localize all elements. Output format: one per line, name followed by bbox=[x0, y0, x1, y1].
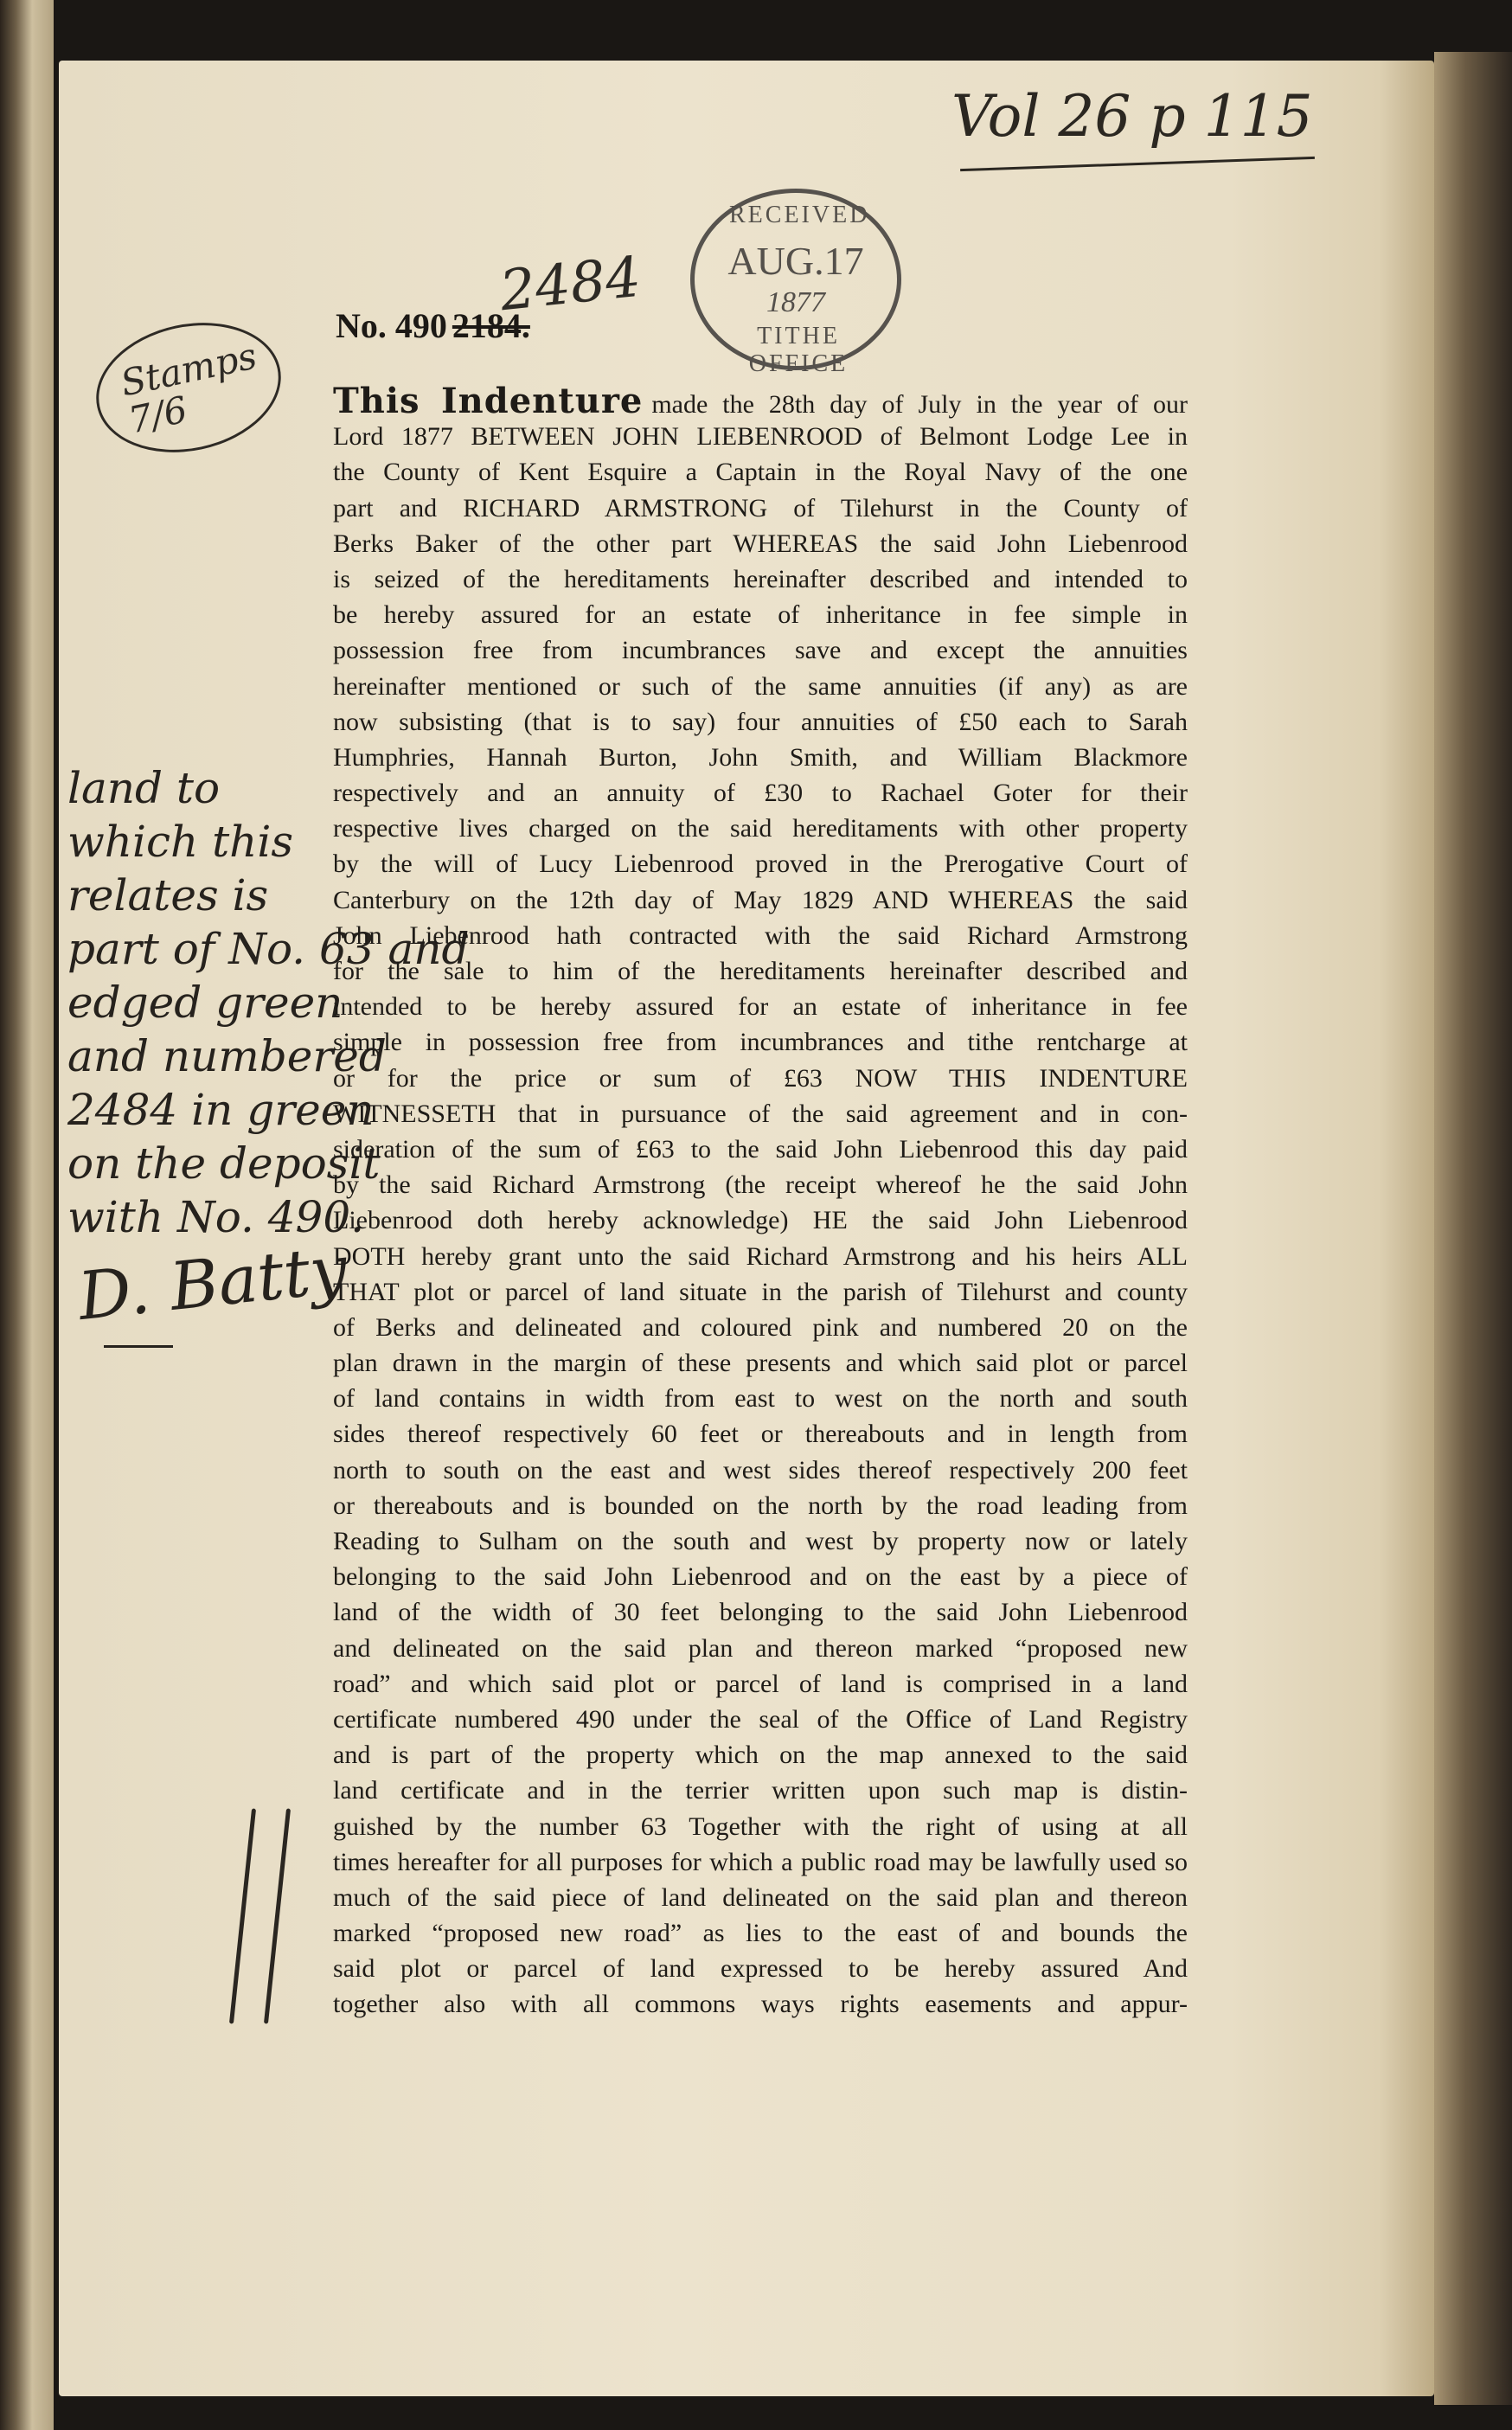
margin-note-line: relates is bbox=[67, 870, 269, 920]
deed-line: respective lives charged on the said hereditaments with other property bbox=[333, 814, 1188, 843]
deed-line: Liebenrood doth hereby acknowledge) HE the said John Liebenrood bbox=[333, 1206, 1188, 1235]
deed-line: simple in possession free from incumbrances and tithe rentcharge at bbox=[333, 1028, 1188, 1057]
deed-line: possession free from incumbrances save and except the annuities bbox=[333, 636, 1188, 665]
stamp-year: 1877 bbox=[766, 286, 825, 318]
deed-line: sideration of the sum of £63 to the said John Liebenrood this day paid bbox=[333, 1134, 1188, 1164]
deed-line: times hereafter for all purposes for which a public road may be lawfully used so bbox=[333, 1847, 1188, 1876]
deed-line: Reading to Sulham on the south and west by property now or lately bbox=[333, 1527, 1188, 1555]
deed-line: north to south on the east and west sides thereof respectively 200 feet bbox=[333, 1455, 1188, 1484]
deed-line: DOTH hereby grant unto the said Richard Armstrong and his heirs ALL bbox=[333, 1241, 1188, 1271]
deed-line: be hereby assured for an estate of inheritance in fee simple in bbox=[333, 600, 1188, 630]
deed-line: respectively and an annuity of £30 to Rachael Goter for their bbox=[333, 779, 1188, 808]
deed-line: belonging to the said John Liebenrood and on the east by a piece of bbox=[333, 1562, 1188, 1592]
deed-line: or for the price or sum of £63 NOW THIS INDENTURE bbox=[333, 1063, 1188, 1093]
handwritten-number: 2484 bbox=[497, 245, 644, 324]
deed-line: or thereabouts and is bounded on the north by the road leading from bbox=[333, 1491, 1188, 1520]
deed-line: together also with all commons ways rights easements and appur- bbox=[333, 1990, 1188, 2019]
deed-line: THAT plot or parcel of land situate in the parish of Tilehurst and county bbox=[333, 1277, 1188, 1306]
deed-line: now subsisting (that is to say) four annuities of £50 each to Sarah bbox=[333, 707, 1188, 736]
deed-text bbox=[333, 383, 1188, 2023]
deed-line: John Liebenrood hath contracted with the said Richard Armstrong bbox=[333, 920, 1188, 950]
deed-line: by the said Richard Armstrong (the receipt whereof he the said John bbox=[333, 1170, 1188, 1200]
deed-line: Humphries, Hannah Burton, John Smith, and William Blackmore bbox=[333, 742, 1188, 772]
number-prefix: No. 490 bbox=[336, 306, 447, 345]
stamp-duty-note: Stamps 7/6 bbox=[117, 334, 260, 442]
deed-line: the County of Kent Esquire a Captain in the Royal Navy of the one bbox=[333, 458, 1188, 487]
document-number bbox=[336, 305, 530, 346]
deed-line: of Berks and delineated and coloured pink and numbered 20 on the bbox=[333, 1312, 1188, 1342]
deed-line: is seized of the hereditaments hereinafter described and intended to bbox=[333, 564, 1188, 593]
stamp-date: AUG.17 bbox=[727, 239, 864, 283]
margin-note-line: and numbered bbox=[67, 1031, 387, 1081]
margin-note-line: with No. 490. bbox=[67, 1192, 365, 1242]
margin-stroke bbox=[264, 1808, 291, 2023]
stamp-bottom-text: TITHE OFFICE bbox=[748, 323, 849, 377]
deed-line: said plot or parcel of land expressed to be hereby assured And bbox=[333, 1954, 1188, 1984]
margin-note-line: 2484 in green bbox=[67, 1085, 375, 1135]
margin-note-line: edged green bbox=[67, 978, 343, 1028]
deed-line: certificate numbered 490 under the seal of the Office of Land Registry bbox=[333, 1704, 1188, 1734]
deed-line: Berks Baker of the other part WHEREAS the said John Liebenrood bbox=[333, 529, 1188, 558]
margin-note bbox=[67, 761, 470, 1244]
deed-line: marked “proposed new road” as lies to the east of and bounds the bbox=[333, 1919, 1188, 1948]
deed-line: hereinafter mentioned or such of the same annuities (if any) as are bbox=[333, 671, 1188, 701]
deed-line: much of the said piece of land delineated on the said plan and thereon bbox=[333, 1882, 1188, 1912]
deed-line: sides thereof respectively 60 feet or thereabouts and in length from bbox=[333, 1420, 1188, 1449]
margin-note-line: part of No. 63 and bbox=[67, 924, 470, 974]
deed-line-text: made the 28th day of July in the year of our bbox=[651, 390, 1188, 419]
indenture-heading: This Indenture bbox=[333, 381, 644, 421]
deed-line: part and RICHARD ARMSTRONG of Tilehurst in the County of bbox=[333, 493, 1188, 523]
stamp-top-text: RECEIVED bbox=[729, 202, 870, 228]
adjacent-page-edge bbox=[0, 0, 54, 2430]
deed-line: Canterbury on the 12th day of May 1829 AND WHEREAS the said bbox=[333, 885, 1188, 914]
deed-line: land certificate and in the terrier written upon such map is distin- bbox=[333, 1776, 1188, 1805]
struck-number: 2184. bbox=[452, 306, 530, 345]
margin-note-line: on the deposit bbox=[67, 1138, 381, 1189]
margin-note-line: which this bbox=[67, 817, 294, 867]
deed-line: land of the width of 30 feet belonging to the said John Liebenrood bbox=[333, 1598, 1188, 1627]
volume-reference: Vol 26 p 115 bbox=[951, 83, 1313, 150]
margin-signature: D. Batty bbox=[74, 1229, 351, 1336]
received-stamp bbox=[690, 189, 901, 377]
deed-line: intended to be hereby assured for an estate of inheritance in fee bbox=[333, 992, 1188, 1022]
deed-line: and delineated on the said plan and thereon marked “proposed new bbox=[333, 1633, 1188, 1663]
deed-line: plan drawn in the margin of these presents and which said plot or parcel bbox=[333, 1349, 1188, 1378]
deed-line bbox=[333, 383, 1188, 419]
deed-line: Lord 1877 BETWEEN JOHN LIEBENROOD of Belmont Lodge Lee in bbox=[333, 422, 1188, 452]
deed-line: of land contains in width from east to west on the north and south bbox=[333, 1384, 1188, 1414]
book-edge bbox=[1434, 52, 1512, 2405]
deed-line: WITNESSETH that in pursuance of the said agreement and in con- bbox=[333, 1099, 1188, 1128]
margin-note-line: land to bbox=[67, 763, 221, 813]
margin-bracket-mark bbox=[215, 1808, 318, 2033]
signature-flourish bbox=[104, 1345, 173, 1348]
deed-line: for the sale to him of the hereditaments hereinafter described and bbox=[333, 957, 1188, 985]
deed-line: by the will of Lucy Liebenrood proved in the Prerogative Court of bbox=[333, 850, 1188, 879]
deed-line: and is part of the property which on the map annexed to the said bbox=[333, 1741, 1188, 1770]
margin-stroke bbox=[229, 1808, 256, 2023]
deed-line: guished by the number 63 Together with the right of using at all bbox=[333, 1811, 1188, 1841]
deed-line: road” and which said plot or parcel of land is comprised in a land bbox=[333, 1669, 1188, 1698]
